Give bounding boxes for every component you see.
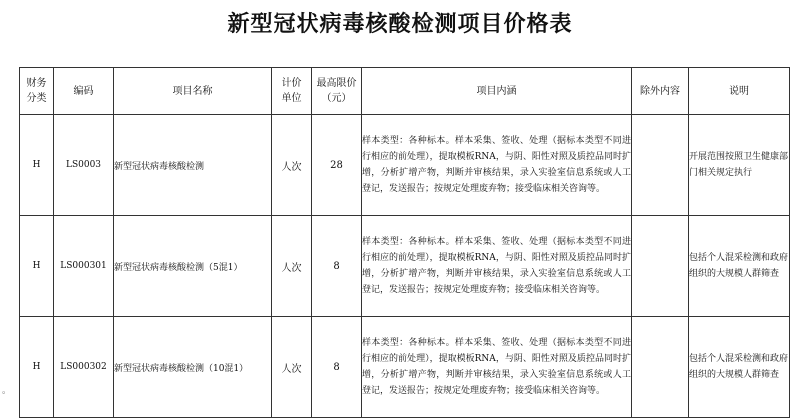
- cell-name: 新型冠状病毒核酸检测（10混1）: [114, 317, 272, 418]
- cell-name: 新型冠状病毒核酸检测（5混1）: [114, 216, 272, 317]
- cell-exclusion: [632, 216, 689, 317]
- cell-exclusion: [632, 317, 689, 418]
- header-note: 说明: [689, 68, 790, 115]
- cell-unit: 人次: [272, 216, 312, 317]
- cell-category: H: [20, 216, 54, 317]
- header-category: 财务 分类: [20, 68, 54, 115]
- cell-code: LS0003: [54, 115, 114, 216]
- table-row: [20, 216, 790, 317]
- cell-price: 8: [312, 317, 362, 418]
- cell-price: 28: [312, 115, 362, 216]
- table-row: [20, 115, 790, 216]
- page-title: 新型冠状病毒核酸检测项目价格表: [227, 12, 573, 37]
- header-name: 项目名称: [114, 68, 272, 115]
- cell-note: 开展范围按照卫生健康部门相关规定执行: [689, 115, 790, 216]
- cell-unit: 人次: [272, 317, 312, 418]
- header-unit: 计价 单位: [272, 68, 312, 115]
- price-table: [19, 67, 790, 418]
- cell-exclusion: [632, 115, 689, 216]
- cell-name: 新型冠状病毒核酸检测: [114, 115, 272, 216]
- table-row: [20, 317, 790, 418]
- cell-category: H: [20, 115, 54, 216]
- cell-category: H: [20, 317, 54, 418]
- header-content: 项目内涵: [362, 68, 632, 115]
- header-row: [20, 68, 790, 115]
- cell-note: 包括个人混采检测和政府组织的大规模人群筛查: [689, 317, 790, 418]
- cell-content: 样本类型：各种标本。样本采集、签收、处理（据标本类型不同进行相应的前处理），提取模板RNA，与阴、阳性对照及质控品同时扩增，分析扩增产物，判断并审核结果，录入实验室信息系统或人工登记，发送报告；按规定处理废弃物；接受临床相关咨询等。: [362, 115, 632, 216]
- cell-code: LS000302: [54, 317, 114, 418]
- header-exclusion: 除外内容: [632, 68, 689, 115]
- cell-note: 包括个人混采检测和政府组织的大规模人群筛查: [689, 216, 790, 317]
- cell-content: 样本类型：各种标本。样本采集、签收、处理（据标本类型不同进行相应的前处理），提取模板RNA，与阴、阳性对照及质控品同时扩增，分析扩增产物，判断并审核结果，录入实验室信息系统或人工登记，发送报告；按规定处理废弃物；接受临床相关咨询等。: [362, 317, 632, 418]
- cell-unit: 人次: [272, 115, 312, 216]
- cell-content: 样本类型：各种标本。样本采集、签收、处理（据标本类型不同进行相应的前处理），提取模板RNA，与阴、阳性对照及质控品同时扩增，分析扩增产物，判断并审核结果，录入实验室信息系统或人工登记，发送报告；按规定处理废弃物；接受临床相关咨询等。: [362, 216, 632, 317]
- header-price: 最高限价 （元）: [312, 68, 362, 115]
- cell-price: 8: [312, 216, 362, 317]
- cell-code: LS000301: [54, 216, 114, 317]
- page-edge-mark: 。: [2, 386, 12, 396]
- header-code: 编码: [54, 68, 114, 115]
